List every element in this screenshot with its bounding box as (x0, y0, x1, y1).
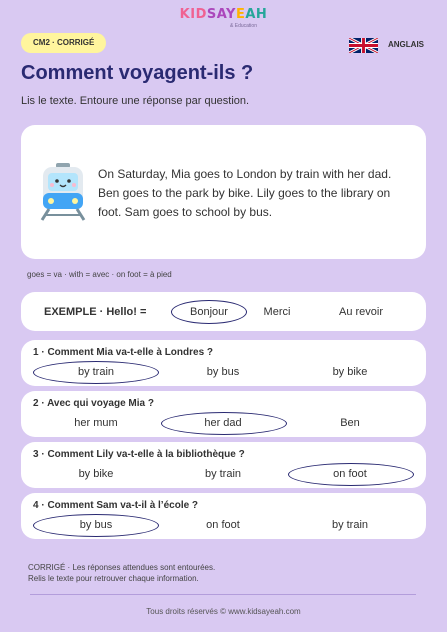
answer-option[interactable]: by bike (332, 366, 368, 378)
page-title: Comment voyagent-ils ? (21, 62, 254, 84)
example-option[interactable]: Merci (263, 306, 291, 318)
question-row-4 (21, 493, 426, 539)
answer-option[interactable]: her dad (204, 417, 242, 429)
answer-option[interactable]: on foot (206, 519, 240, 531)
question-text: 3 · Comment Lily va-t-elle à la bibliothèque ? (33, 449, 245, 460)
example-option[interactable]: Au revoir (338, 306, 384, 318)
reading-card (21, 125, 426, 259)
example-option[interactable]: Bonjour (190, 306, 228, 318)
answer-key-note (28, 562, 215, 584)
story-text: On Saturday, Mia goes to London by train with her dad. Ben goes to the park by bike. Lily goes to the library on foot. Sam goes to school by bus. (98, 167, 392, 219)
logo-part: AH (245, 7, 268, 22)
answer-option[interactable]: by bike (78, 468, 114, 480)
train-icon (39, 163, 87, 221)
glossary: goes = va · with = avec · on foot = à pied (27, 270, 172, 279)
answer-option[interactable]: by bus (206, 366, 240, 378)
instruction: Lis le texte. Entoure une réponse par question. (21, 95, 250, 107)
question-row-2 (21, 391, 426, 437)
divider (30, 594, 416, 595)
logo-part: E (235, 7, 246, 22)
question-text: 4 · Comment Sam va-t-il à l’école ? (33, 500, 199, 511)
answer-option[interactable]: Ben (340, 417, 360, 429)
logo-part: KID (179, 7, 207, 22)
question-row-3 (21, 442, 426, 488)
example-label: EXEMPLE · Hello! = (44, 306, 147, 318)
question-text: 2 · Avec qui voyage Mia ? (33, 398, 154, 409)
uk-flag-icon (349, 38, 378, 53)
logo-subtitle: & Education (230, 23, 257, 29)
language-label: ANGLAIS (388, 40, 424, 49)
question-text: 1 · Comment Mia va-t-elle à Londres ? (33, 347, 214, 358)
answer-option[interactable]: her mum (74, 417, 118, 429)
question-row-1 (21, 340, 426, 386)
note-line: CORRIGÉ · Les réponses attendues sont entourées. (28, 563, 216, 572)
logo (0, 7, 447, 22)
logo-part: SAY (206, 7, 236, 22)
answer-option[interactable]: by train (331, 519, 369, 531)
note-line: Relis le texte pour retrouver chaque information. (28, 574, 199, 583)
answer-option[interactable]: on foot (333, 468, 367, 480)
copyright: Tous droits réservés © www.kidsayeah.com (146, 607, 301, 616)
answer-option[interactable]: by bus (79, 519, 113, 531)
answer-option[interactable]: by train (77, 366, 115, 378)
answer-option[interactable]: by train (204, 468, 242, 480)
example-row (21, 292, 426, 331)
level-badge: CM2 · CORRIGÉ (21, 33, 106, 53)
